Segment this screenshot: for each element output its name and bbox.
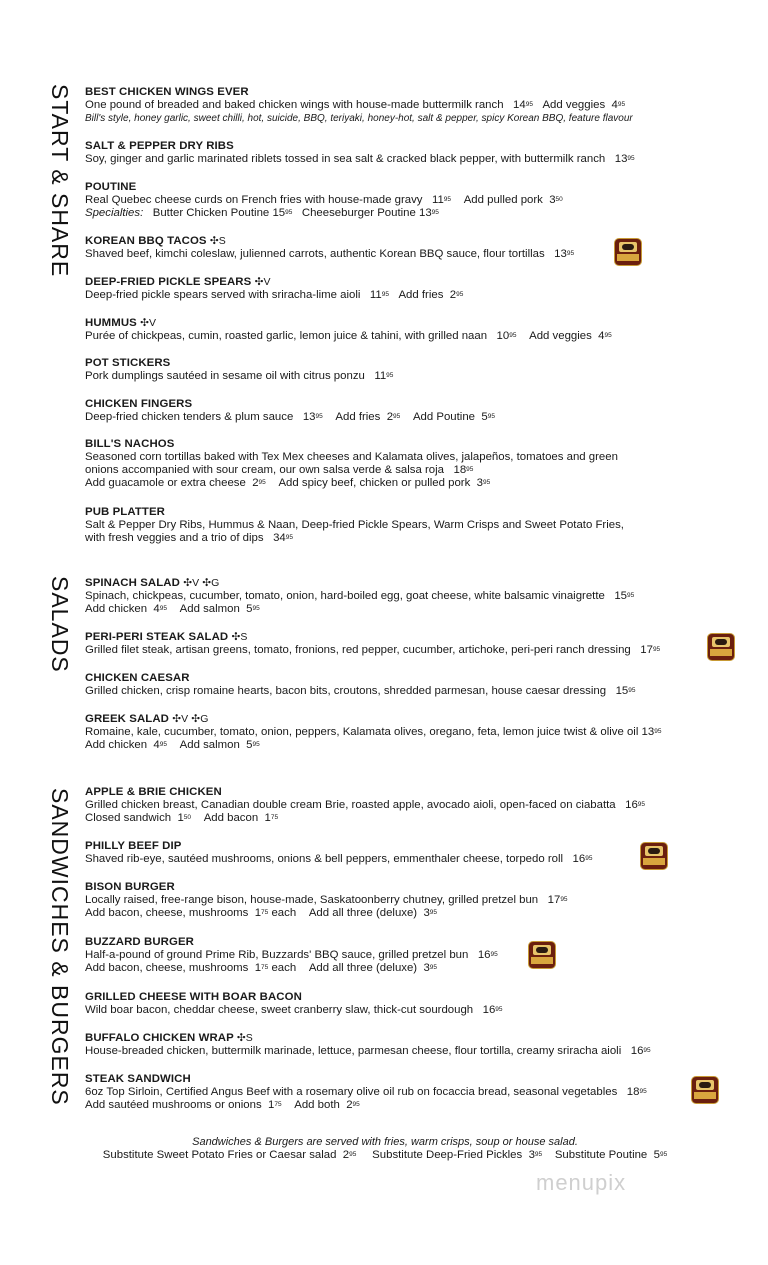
item-description: Locally raised, free-range bison, house-made, Saskatoonberry chutney, grilled pretzel bun [85,894,539,906]
specialty-1: Butter Chicken Poutine [152,207,270,219]
certified-angus-beef-badge-icon [691,1076,719,1104]
item-name: PUB PLATTER [85,506,165,518]
menu-item-buffalo-wrap [85,1032,651,1058]
item-price: $13^{95}$ [614,153,635,165]
item-description: Wild boar bacon, cheddar cheese, sweet cranberry slaw, thick-cut sourdough [85,1004,474,1016]
item-flavours: Bill's style, honey garlic, sweet chilli, hot, suicide, BBQ, teriyaki, honey-hot, salt & pepper, spicy Korean BBQ, feature flavour [85,113,633,124]
item-name: SPINACH SALAD [85,577,180,589]
item-name: PERI-PERI STEAK SALAD [85,631,229,643]
item-description: Salt & Pepper Dry Ribs, Hummus & Naan, Deep-fried Pickle Spears, Warm Crisps and Sweet Potato Fries, [85,519,624,531]
footer-note: Sandwiches & Burgers are served with fries, warm crisps, soup or house salad. [192,1136,578,1148]
addon-2-price: $5^{95}$ [246,603,260,615]
diet-symbols: ✣V [140,317,157,329]
item-description: Grilled filet steak, artisan greens, tomato, fronions, red pepper, cucumber, artichoke, peri-peri ranch dressing [85,644,631,656]
menu-item-peri-peri-salad [85,631,660,657]
item-name: CHICKEN FINGERS [85,398,193,410]
menu-item-nachos [85,438,618,490]
substitute-2-price: $3^{95}$ [528,1149,543,1161]
item-price: $16^{95}$ [482,1004,503,1016]
item-description: Seasoned corn tortillas baked with Tex Mex cheeses and Kalamata olives, jalapeños, tomatoes and green [85,451,618,463]
menu-item-pub-platter [85,506,624,545]
menu-item-dry-ribs [85,140,635,166]
menu-item-greek-salad [85,713,661,752]
substitute-2: Substitute Deep-Fried Pickles [372,1149,523,1161]
addon-price: $2^{95}$ [449,289,464,301]
addon-2-price: $5^{95}$ [246,739,260,751]
menu-item-pickle-spears [85,276,463,302]
addon-price: $2^{95}$ [252,477,266,489]
item-description: Deep-fried pickle spears served with sriracha-lime aioli [85,289,361,301]
item-price: $16^{95}$ [572,853,593,865]
specialty-2-price: $13^{95}$ [419,207,439,219]
item-description: 6oz Top Sirloin, Certified Angus Beef with a rosemary olive oil rub on focaccia bread, seasonal vegetables [85,1086,618,1098]
item-name: BUZZARD BURGER [85,936,194,948]
item-name: GRILLED CHEESE WITH BOAR BACON [85,991,302,1003]
addon-price: $1^{50}$ [177,812,192,824]
item-description: Grilled chicken breast, Canadian double cream Brie, roasted apple, avocado aioli, open-faced on ciabatta [85,799,616,811]
item-description: Grilled chicken, crisp romaine hearts, bacon bits, croutons, shredded parmesan, house caesar dressing [85,685,607,697]
item-name: GREEK SALAD [85,713,170,725]
item-description: Purée of chickpeas, cumin, roasted garlic, lemon juice & tahini, with grilled naan [85,330,488,342]
addon-label: Add fries [398,289,444,301]
item-price: $16^{95}$ [477,949,498,961]
item-name: SALT & PEPPER DRY RIBS [85,140,234,152]
specialty-1-price: $15^{95}$ [272,207,293,219]
addon-label: Add chicken [85,603,148,615]
item-price: $18^{95}$ [626,1086,647,1098]
section-title-sandwiches-burgers: SANDWICHES & BURGERS [47,788,73,1106]
menu-item-steak-sandwich [85,1073,647,1112]
diet-symbols: ✣S [236,1032,253,1044]
item-description: Pork dumplings sautéed in sesame oil with citrus ponzu [85,370,365,382]
item-description: Deep-fried chicken tenders & plum sauce [85,411,294,423]
item-description: Soy, ginger and garlic marinated riblets tossed in sea salt & cracked black pepper, with buttermilk ranch [85,153,606,165]
item-price: $11^{95}$ [369,289,389,301]
menu-item-chicken-caesar [85,672,635,698]
item-price: $13^{95}$ [302,411,323,423]
item-price: $11^{95}$ [431,194,452,206]
substitute-3: Substitute Poutine [554,1149,648,1161]
menu-item-grilled-cheese [85,991,503,1017]
item-price: $16^{95}$ [630,1045,651,1057]
item-price: $13^{95}$ [554,248,575,260]
item-price: $16^{95}$ [625,799,646,811]
item-price: $17^{95}$ [640,644,661,656]
item-name: POT STICKERS [85,357,171,369]
addon-price: $2^{95}$ [386,411,401,423]
item-name: POUTINE [85,181,137,193]
addon-price: $4^{95}$ [611,99,626,111]
addon-price: $4^{95}$ [153,739,167,751]
menu-item-poutine [85,181,563,220]
diet-symbols: ✣V ✣G [183,577,220,589]
watermark: menupix [536,1170,627,1195]
item-name: BILL'S NACHOS [85,438,175,450]
item-name: BISON BURGER [85,881,175,893]
addon-suffix: each [271,907,297,919]
item-name: BEST CHICKEN WINGS EVER [85,86,249,98]
item-description: House-breaded chicken, buttermilk marinade, lettuce, parmesan cheese, flour tortilla, creamy sriracha aioli [85,1045,622,1057]
menu-item-spinach-salad [85,577,634,616]
addon-2-label: Add salmon [179,739,240,751]
section-title-start-share: START & SHARE [47,84,73,278]
diet-symbols: ✣V [254,276,271,288]
item-price: $14^{95}$ [513,99,533,111]
item-name: PHILLY BEEF DIP [85,840,182,852]
addon-suffix: each [271,962,297,974]
item-description: Romaine, kale, cucumber, tomato, onion, peppers, Kalamata olives, oregano, feta, lemon juice twist & olive oil [85,726,639,738]
menu-item-korean-tacos [85,235,574,261]
certified-angus-beef-badge-icon [528,941,556,969]
addon-2-price: $3^{95}$ [423,907,438,919]
item-price: $15^{95}$ [615,685,636,697]
addon-label: Closed sandwich [85,812,172,824]
addon-2-price: $3^{95}$ [476,477,491,489]
item-description: One pound of breaded and baked chicken wings with house-made buttermilk ranch [85,99,504,111]
menu-item-philly-beef-dip [85,840,592,866]
item-description: Shaved rib-eye, sautéed mushrooms, onions & bell peppers, emmenthaler cheese, torpedo roll [85,853,564,865]
item-name: BUFFALO CHICKEN WRAP [85,1032,234,1044]
addon-2-label: Add Poutine [412,411,476,423]
addon-label: Add sautéed mushrooms or onions [85,1099,262,1111]
addon-label: Add bacon, cheese, mushrooms [85,962,249,974]
item-description: Shaved beef, kimchi coleslaw, julienned carrots, authentic Korean BBQ sauce, flour tortillas [85,248,545,260]
item-price: $11^{95}$ [374,370,394,382]
menu-item-buzzard-burger [85,936,498,975]
substitute-3-price: $5^{95}$ [653,1149,668,1161]
specialty-2: Cheeseburger Poutine [301,207,416,219]
menu-footer [85,1136,685,1162]
item-name: DEEP-FRIED PICKLE SPEARS [85,276,252,288]
item-price: $15^{95}$ [614,590,635,602]
addon-2-price: $1^{75}$ [264,812,279,824]
addon-label: Add chicken [85,739,148,751]
addon-price: $3^{50}$ [549,194,563,206]
addon-price: $1^{75}$ [254,907,269,919]
addon-label: Add veggies [529,330,592,342]
menu-item-chicken-fingers [85,398,495,424]
addon-2-label: Add all three (deluxe) [308,907,418,919]
menu-item-bison-burger [85,881,568,920]
addon-label: Add pulled pork [463,194,543,206]
diet-symbols: ✣S [231,631,248,643]
item-price: $17^{95}$ [547,894,568,906]
addon-2-label: Add both [294,1099,340,1111]
item-description-2: onions accompanied with sour cream, our own salsa verde & salsa roja [85,464,444,476]
item-price: $34^{95}$ [273,532,293,544]
certified-angus-beef-badge-icon [707,633,735,661]
item-description: Half-a-pound of ground Prime Rib, Buzzards' BBQ sauce, grilled pretzel bun [85,949,469,961]
item-description-2: with fresh veggies and a trio of dips [85,532,264,544]
item-price: $18^{95}$ [453,464,474,476]
addon-label: Add fries [335,411,381,423]
addon-price: $4^{95}$ [598,330,612,342]
addon-2-label: Add spicy beef, chicken or pulled pork [278,477,471,489]
menu-item-wings [85,86,633,125]
item-name: APPLE & BRIE CHICKEN [85,786,222,798]
item-name: STEAK SANDWICH [85,1073,191,1085]
certified-angus-beef-badge-icon [640,842,668,870]
addon-2-price: $3^{95}$ [423,962,438,974]
addon-2-label: Add salmon [179,603,240,615]
specialties-label: Specialties: [85,207,144,219]
section-title-salads: SALADS [47,576,73,673]
addon-price: $1^{75}$ [268,1099,282,1111]
diet-symbols: ✣V ✣G [172,713,209,725]
substitute-1-price: $2^{95}$ [342,1149,357,1161]
item-name: HUMMUS [85,317,137,329]
addon-2-price: $2^{95}$ [346,1099,360,1111]
substitute-1: Substitute Sweet Potato Fries or Caesar salad [102,1149,337,1161]
addon-label: Add guacamole or extra cheese [85,477,246,489]
addon-2-price: $5^{95}$ [481,411,495,423]
addon-2-label: Add all three (deluxe) [308,962,418,974]
item-description: Spinach, chickpeas, cucumber, tomato, onion, hard-boiled egg, goat cheese, white balsamic vinaigrette [85,590,605,602]
certified-angus-beef-badge-icon [614,238,642,266]
addon-price: $4^{95}$ [153,603,167,615]
addon-price: $1^{75}$ [254,962,269,974]
diet-symbols: ✣S [209,235,226,247]
item-name: KOREAN BBQ TACOS [85,235,207,247]
menu-item-apple-brie-chicken [85,786,645,825]
item-name: CHICKEN CAESAR [85,672,190,684]
item-price: $10^{95}$ [496,330,517,342]
addon-2-label: Add bacon [203,812,259,824]
menu-item-pot-stickers [85,357,393,383]
item-price: $13^{95}$ [641,726,662,738]
menu-item-hummus [85,317,612,343]
addon-label: Add bacon, cheese, mushrooms [85,907,249,919]
addon-label: Add veggies [542,99,606,111]
item-description: Real Quebec cheese curds on French fries with house-made gravy [85,194,423,206]
